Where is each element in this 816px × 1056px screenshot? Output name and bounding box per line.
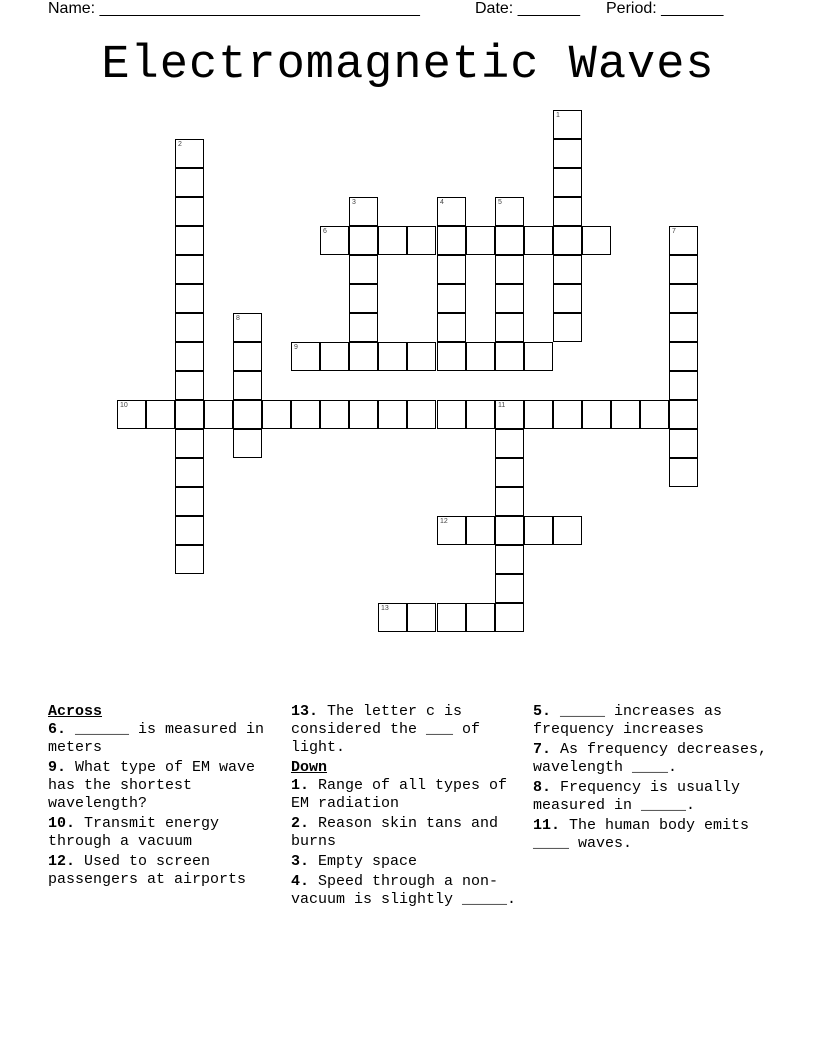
clue-text: As frequency decreases, wavelength ____. — [533, 741, 768, 776]
clue-number-label: 2. — [291, 815, 310, 832]
grid-cell[interactable] — [407, 603, 436, 632]
grid-cell[interactable] — [233, 342, 262, 371]
clue-text: The letter c is considered the ___ of light. — [291, 703, 481, 756]
grid-cell[interactable] — [669, 226, 698, 255]
grid-cell[interactable] — [378, 400, 407, 429]
clue-number-label: 1. — [291, 777, 310, 794]
grid-cell[interactable] — [495, 516, 524, 545]
grid-cell[interactable] — [175, 313, 204, 342]
grid-cell[interactable] — [175, 284, 204, 313]
grid-cell[interactable] — [378, 603, 407, 632]
grid-cell[interactable] — [233, 400, 262, 429]
grid-cell[interactable] — [553, 139, 582, 168]
clue-number-label: 7. — [533, 741, 552, 758]
grid-cell[interactable] — [291, 342, 320, 371]
clue-text: Range of all types of EM radiation — [291, 777, 508, 812]
grid-cell[interactable] — [466, 516, 495, 545]
clues-column-3 — [533, 703, 773, 855]
grid-cell[interactable] — [175, 139, 204, 168]
grid-cell[interactable] — [466, 603, 495, 632]
page-title: Electromagnetic Waves — [101, 39, 715, 92]
grid-cell[interactable] — [349, 400, 378, 429]
grid-cell[interactable] — [349, 342, 378, 371]
clue-number: 3 — [352, 199, 356, 206]
grid-cell[interactable] — [378, 342, 407, 371]
grid-cell[interactable] — [495, 603, 524, 632]
clue-item — [48, 853, 288, 889]
grid-cell[interactable] — [175, 516, 204, 545]
grid-cell[interactable] — [669, 313, 698, 342]
clue-number: 4 — [440, 199, 444, 206]
clue-number: 9 — [294, 344, 298, 351]
grid-cell[interactable] — [495, 400, 524, 429]
grid-cell[interactable] — [437, 255, 466, 284]
grid-cell[interactable] — [495, 284, 524, 313]
clue-text: What type of EM wave has the shortest wavelength? — [48, 759, 256, 812]
clue-text: Used to screen passengers at airports — [48, 853, 247, 888]
grid-cell[interactable] — [495, 342, 524, 371]
clue-number: 13 — [381, 605, 389, 612]
clue-item — [533, 817, 773, 853]
clue-number: 6 — [323, 228, 327, 235]
grid-cell[interactable] — [349, 284, 378, 313]
down-clue-list-continued — [533, 703, 773, 853]
grid-cell[interactable] — [553, 110, 582, 139]
grid-cell[interactable] — [495, 197, 524, 226]
grid-cell[interactable] — [407, 342, 436, 371]
clue-number: 1 — [556, 112, 560, 119]
grid-cell[interactable] — [233, 371, 262, 400]
across-clue-list — [48, 721, 288, 889]
clue-text: Speed through a non-vacuum is slightly _____. — [291, 873, 517, 908]
grid-cell[interactable] — [349, 255, 378, 284]
grid-cell[interactable] — [495, 545, 524, 574]
clue-number: 5 — [498, 199, 502, 206]
clues-column-2 — [291, 703, 531, 911]
grid-cell[interactable] — [466, 226, 495, 255]
grid-cell[interactable] — [175, 197, 204, 226]
clue-item — [291, 777, 531, 813]
grid-cell[interactable] — [495, 313, 524, 342]
clue-number-label: 8. — [533, 779, 552, 796]
grid-cell[interactable] — [669, 429, 698, 458]
clues-column-1 — [48, 703, 288, 891]
grid-cell[interactable] — [524, 400, 553, 429]
grid-cell[interactable] — [378, 226, 407, 255]
grid-cell[interactable] — [175, 255, 204, 284]
grid-cell[interactable] — [204, 400, 233, 429]
grid-cell[interactable] — [669, 458, 698, 487]
clue-item — [48, 721, 288, 757]
grid-cell[interactable] — [582, 400, 611, 429]
grid-cell[interactable] — [349, 197, 378, 226]
clue-item — [533, 703, 773, 739]
across-heading: Across — [48, 703, 103, 720]
grid-cell[interactable] — [553, 400, 582, 429]
clue-text: Frequency is usually measured in _____. — [533, 779, 741, 814]
grid-cell[interactable] — [669, 342, 698, 371]
clue-number: 2 — [178, 141, 182, 148]
grid-cell[interactable] — [320, 226, 349, 255]
grid-cell[interactable] — [437, 603, 466, 632]
grid-cell[interactable] — [437, 284, 466, 313]
date-field[interactable]: Date: _______ — [475, 0, 580, 17]
clue-text: The human body emits ____ waves. — [533, 817, 750, 852]
clue-text: Transmit energy through a vacuum — [48, 815, 220, 850]
grid-cell[interactable] — [262, 400, 291, 429]
grid-cell[interactable] — [146, 400, 175, 429]
grid-cell[interactable] — [582, 226, 611, 255]
down-clue-list — [291, 777, 531, 909]
grid-cell[interactable] — [553, 168, 582, 197]
clue-number-label: 12. — [48, 853, 76, 870]
clue-item — [291, 853, 531, 871]
grid-cell[interactable] — [495, 226, 524, 255]
grid-cell[interactable] — [437, 516, 466, 545]
clue-item — [291, 873, 531, 909]
grid-cell[interactable] — [524, 342, 553, 371]
clue-number-label: 5. — [533, 703, 552, 720]
grid-cell[interactable] — [495, 574, 524, 603]
grid-cell[interactable] — [553, 226, 582, 255]
down-heading: Down — [291, 759, 328, 776]
clue-item — [533, 741, 773, 777]
grid-cell[interactable] — [553, 284, 582, 313]
clue-text: Empty space — [309, 853, 418, 870]
grid-cell[interactable] — [349, 226, 378, 255]
grid-cell[interactable] — [320, 342, 349, 371]
grid-cell[interactable] — [437, 342, 466, 371]
grid-cell[interactable] — [233, 429, 262, 458]
grid-cell[interactable] — [437, 226, 466, 255]
clue-number-label: 13. — [291, 703, 319, 720]
grid-cell[interactable] — [175, 429, 204, 458]
grid-cell[interactable] — [437, 197, 466, 226]
grid-cell[interactable] — [524, 516, 553, 545]
grid-cell[interactable] — [437, 400, 466, 429]
period-field[interactable]: Period: _______ — [606, 0, 724, 17]
grid-cell[interactable] — [495, 458, 524, 487]
grid-cell[interactable] — [553, 197, 582, 226]
clue-number-label: 3. — [291, 853, 310, 870]
across-clue-list-continued — [291, 703, 531, 757]
grid-cell[interactable] — [175, 226, 204, 255]
grid-cell[interactable] — [233, 313, 262, 342]
clue-number-label: 9. — [48, 759, 67, 776]
grid-cell[interactable] — [466, 342, 495, 371]
grid-cell[interactable] — [669, 255, 698, 284]
grid-cell[interactable] — [553, 255, 582, 284]
grid-cell[interactable] — [175, 371, 204, 400]
grid-cell[interactable] — [175, 458, 204, 487]
clue-number-label: 10. — [48, 815, 76, 832]
grid-cell[interactable] — [669, 400, 698, 429]
grid-cell[interactable] — [407, 226, 436, 255]
grid-cell[interactable] — [175, 487, 204, 516]
grid-cell[interactable] — [466, 400, 495, 429]
clue-number-label: 4. — [291, 873, 310, 890]
grid-cell[interactable] — [175, 342, 204, 371]
clue-number: 8 — [236, 315, 240, 322]
grid-cell[interactable] — [669, 284, 698, 313]
grid-cell[interactable] — [553, 313, 582, 342]
clue-item — [291, 703, 531, 757]
grid-cell[interactable] — [175, 545, 204, 574]
clue-item — [48, 815, 288, 851]
grid-cell[interactable] — [175, 168, 204, 197]
clue-number-label: 6. — [48, 721, 67, 738]
grid-cell[interactable] — [291, 400, 320, 429]
name-field[interactable]: Name: ____________________________________ — [48, 0, 420, 17]
grid-cell[interactable] — [495, 487, 524, 516]
grid-cell[interactable] — [320, 400, 349, 429]
grid-cell[interactable] — [611, 400, 640, 429]
grid-cell[interactable] — [175, 400, 204, 429]
clue-item — [48, 759, 288, 813]
clue-text: ______ is measured in meters — [48, 721, 265, 756]
clue-number: 10 — [120, 402, 128, 409]
clue-number: 7 — [672, 228, 676, 235]
grid-cell[interactable] — [495, 429, 524, 458]
grid-cell[interactable] — [117, 400, 146, 429]
clue-number-label: 11. — [533, 817, 561, 834]
clue-item — [533, 779, 773, 815]
clue-text: _____ increases as frequency increases — [533, 703, 723, 738]
grid-cell[interactable] — [669, 371, 698, 400]
grid-cell[interactable] — [349, 313, 378, 342]
grid-cell[interactable] — [640, 400, 669, 429]
grid-cell[interactable] — [495, 255, 524, 284]
clue-number: 11 — [498, 402, 506, 409]
clue-item — [291, 815, 531, 851]
grid-cell[interactable] — [524, 226, 553, 255]
clue-text: Reason skin tans and burns — [291, 815, 499, 850]
clue-number: 12 — [440, 518, 448, 525]
grid-cell[interactable] — [553, 516, 582, 545]
grid-cell[interactable] — [437, 313, 466, 342]
grid-cell[interactable] — [407, 400, 436, 429]
